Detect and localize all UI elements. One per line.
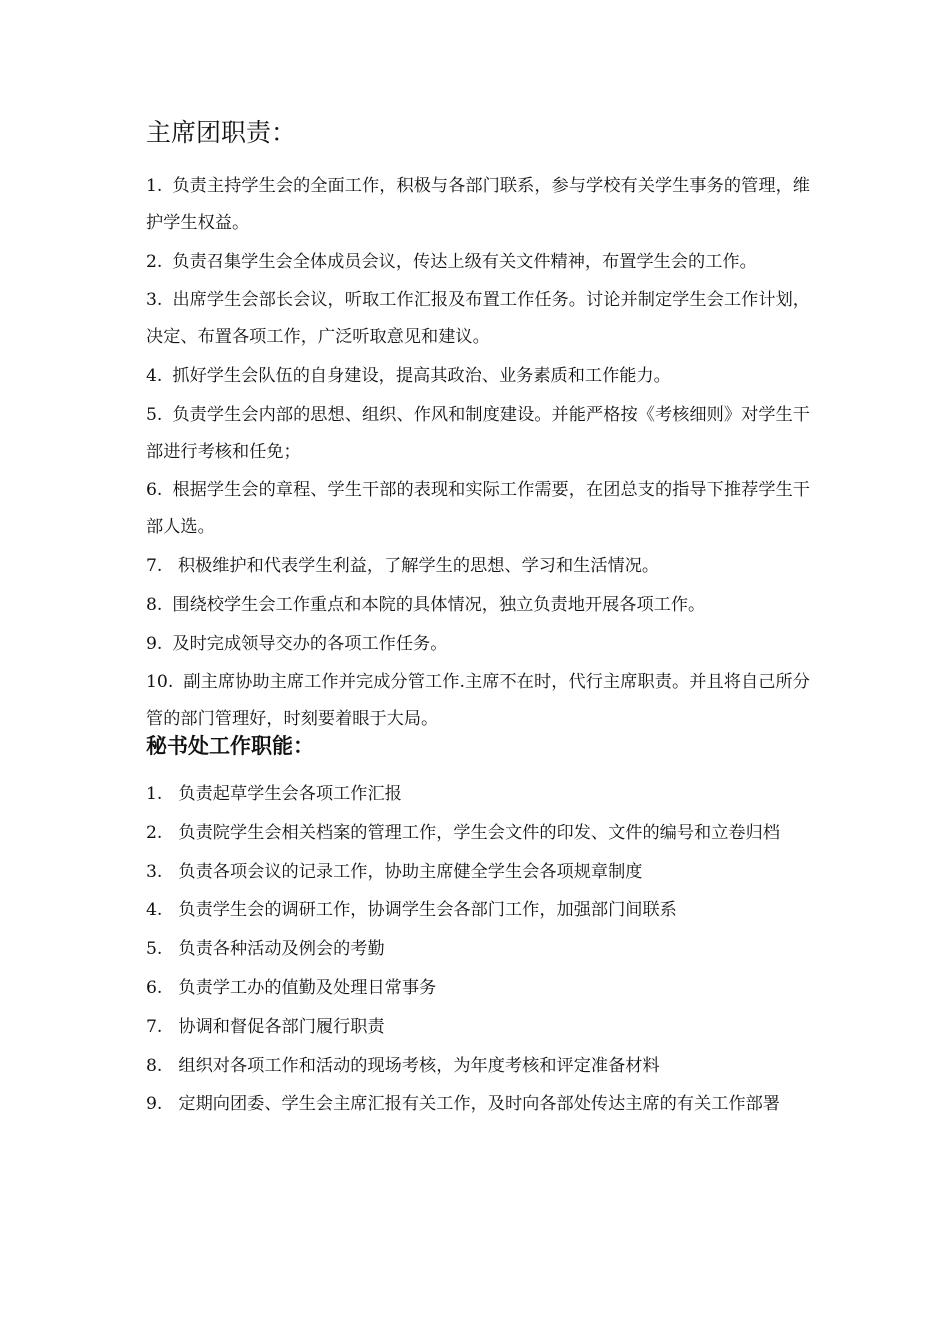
item-text: 负责院学生会相关档案的管理工作，学生会文件的印发、文件的编号和立卷归档 — [178, 822, 780, 843]
list-item — [146, 244, 810, 281]
item-number: 5. — [146, 939, 163, 960]
item-number: 3. — [146, 861, 163, 882]
item-text: 负责各项会议的记录工作，协助主席健全学生会各项规章制度 — [178, 861, 643, 882]
section-title-secretariat: 秘书处工作职能： — [146, 734, 314, 758]
list-item — [146, 472, 810, 546]
list-item — [146, 970, 810, 1007]
list-item — [146, 587, 810, 624]
list-item — [146, 1086, 810, 1123]
item-text: 积极维护和代表学生利益，了解学生的思想、学习和生活情况。 — [172, 555, 660, 576]
list-item — [146, 776, 810, 813]
item-number: 1. — [146, 784, 163, 804]
item-number: 7. — [146, 1016, 163, 1037]
item-text: 抓好学生会队伍的自身建设，提高其政治、业务素质和工作能力。 — [172, 365, 671, 386]
list-item — [146, 626, 810, 663]
item-number: 7. — [146, 555, 163, 576]
item-text: 围绕校学生会工作重点和本院的具体情况，独立负责地开展各项工作。 — [172, 594, 706, 615]
item-number: 8. — [146, 1055, 163, 1076]
presidium-duties-list — [146, 168, 810, 740]
item-number: 10. — [146, 672, 174, 693]
item-number: 9. — [146, 1094, 163, 1115]
item-text: 负责学生会内部的思想、组织、作风和制度建设。并能严格按《考核细则》对学生干部进行考核和任免； — [146, 404, 810, 462]
item-number: 4. — [146, 900, 163, 921]
item-number: 5. — [146, 404, 163, 425]
list-item — [146, 815, 810, 852]
item-text: 定期向团委、学生会主席汇报有关工作，及时向各部处传达主席的有关工作部署 — [178, 1094, 780, 1115]
item-number: 6. — [146, 977, 163, 998]
list-item — [146, 931, 810, 968]
item-text: 负责主持学生会的全面工作，积极与各部门联系，参与学校有关学生事务的管理，维护学生权益。 — [146, 176, 810, 233]
item-number: 3. — [146, 290, 163, 311]
list-item — [146, 358, 810, 395]
item-text: 负责召集学生会全体成员会议，传达上级有关文件精神，布置学生会的工作。 — [172, 251, 757, 272]
list-item — [146, 664, 810, 738]
item-text: 负责起草学生会各项工作汇报 — [178, 784, 402, 804]
list-item — [146, 854, 810, 891]
item-number: 4. — [146, 365, 163, 386]
item-text: 出席学生会部长会议，听取工作汇报及布置工作任务。讨论并制定学生会工作计划，决定、布置各项工作，广泛听取意见和建议。 — [146, 290, 810, 348]
list-item — [146, 282, 810, 356]
list-item — [146, 397, 810, 471]
item-number: 9. — [146, 633, 163, 654]
item-text: 负责学工办的值勤及处理日常事务 — [178, 977, 437, 998]
item-number: 1. — [146, 176, 163, 196]
list-item — [146, 1048, 810, 1085]
list-item — [146, 548, 810, 585]
item-number: 2. — [146, 822, 163, 843]
item-text: 副主席协助主席工作并完成分管工作.主席不在时，代行主席职责。并且将自己所分管的部门管理好，时刻要着眼于大局。 — [146, 672, 810, 730]
item-number: 6. — [146, 480, 163, 501]
item-text: 组织对各项工作和活动的现场考核，为年度考核和评定准备材料 — [178, 1055, 660, 1076]
item-text: 负责各种活动及例会的考勤 — [178, 939, 385, 960]
item-text: 及时完成领导交办的各项工作任务。 — [172, 633, 448, 654]
item-text: 根据学生会的章程、学生干部的表现和实际工作需要，在团总支的指导下推荐学生干部人选。 — [146, 480, 810, 538]
section-title-presidium: 主席团职责： — [146, 118, 297, 147]
item-text: 协调和督促各部门履行职责 — [178, 1016, 385, 1037]
item-number: 2. — [146, 251, 163, 272]
list-item — [146, 1009, 810, 1046]
list-item — [146, 892, 810, 929]
item-text: 负责学生会的调研工作，协调学生会各部门工作，加强部门间联系 — [178, 900, 677, 921]
item-number: 8. — [146, 594, 163, 615]
secretariat-duties-list — [146, 776, 810, 1125]
list-item — [146, 168, 810, 242]
